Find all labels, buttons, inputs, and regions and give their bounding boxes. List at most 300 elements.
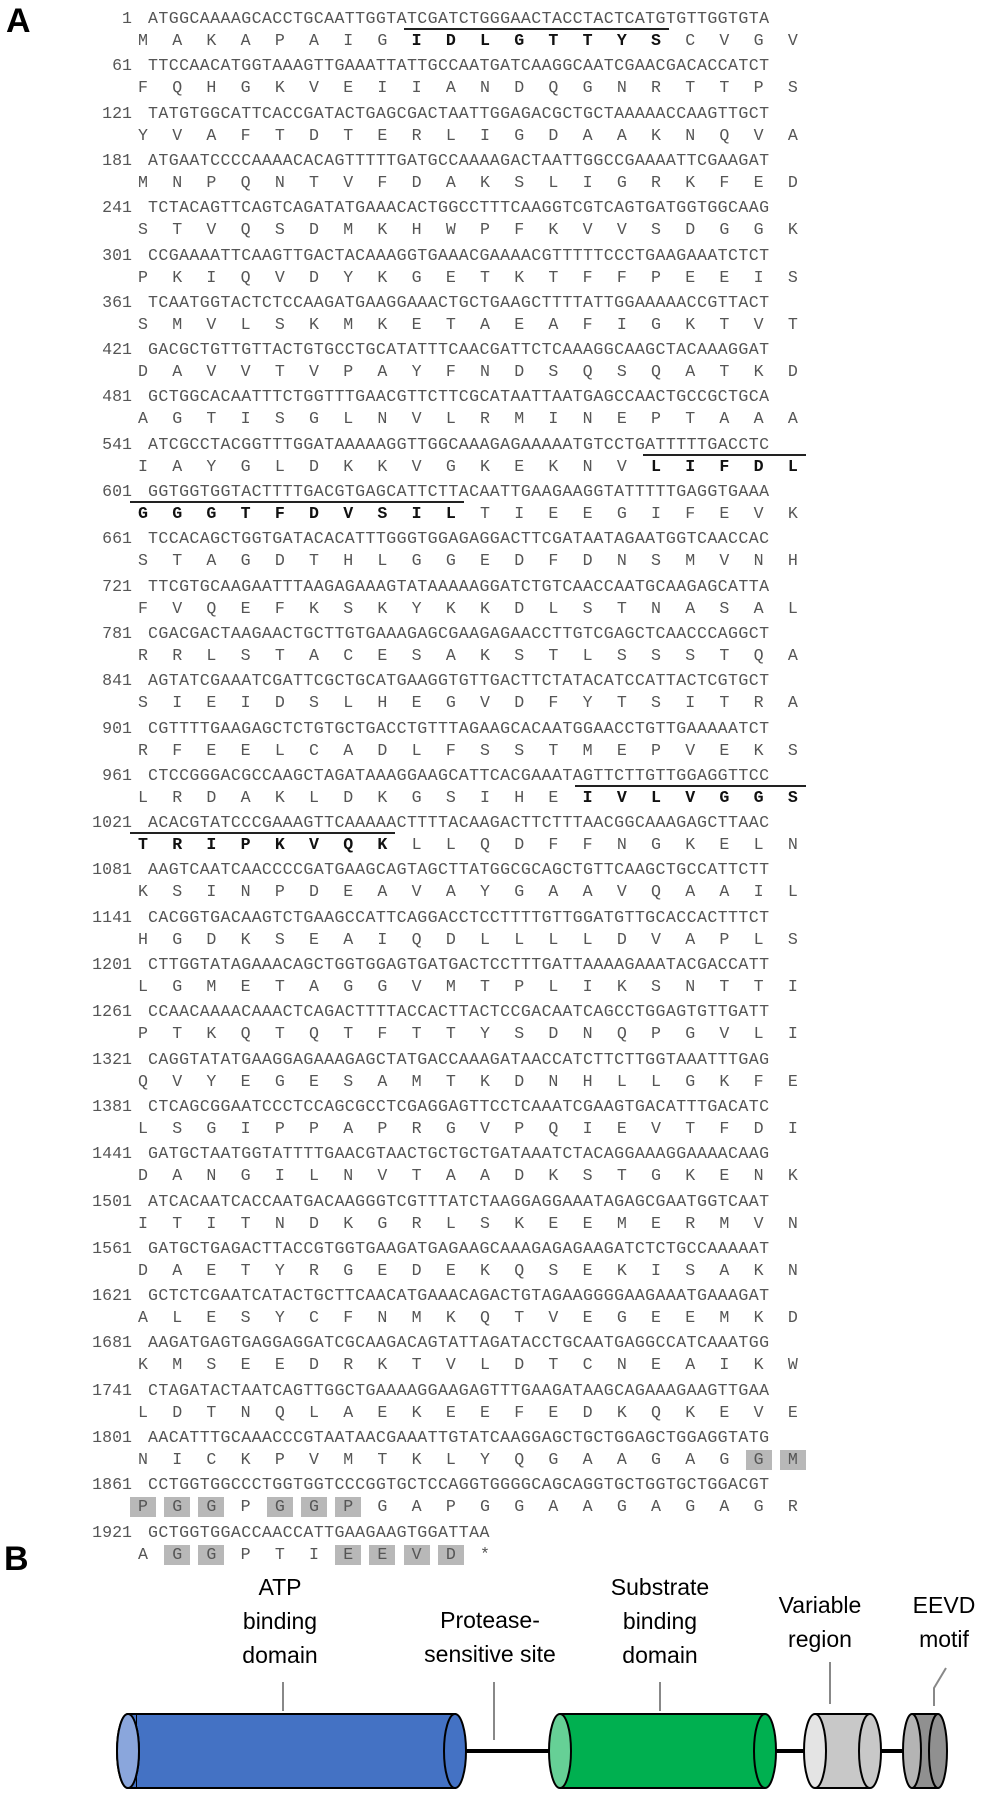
amino-acid: M (138, 31, 148, 50)
amino-acid: S (651, 693, 661, 713)
amino-acid: T (411, 1024, 422, 1044)
amino-acid: T (172, 1024, 183, 1044)
amino-acid: K (411, 1402, 422, 1422)
amino-acid: A (343, 740, 354, 760)
amino-acid: D (616, 929, 627, 949)
amino-acid: A (787, 125, 798, 145)
amino-acid: F (719, 1118, 730, 1138)
position-number: 1201 (92, 955, 132, 974)
amino-acid: F (616, 267, 627, 287)
amino-acid: M (582, 740, 593, 760)
dna-sequence: GACGCTGTTGTTACTGTGCCTGCATATTTCAACGATTCTCAAAGGCAAGCTACAAAGGAT (148, 340, 770, 360)
amino-acid: H (514, 787, 525, 807)
amino-acid: V (753, 504, 764, 523)
amino-acid: A (548, 314, 559, 334)
amino-acid: T (274, 1544, 285, 1564)
dna-sequence: CTAGATACTAATCAGTTGGCTGAAAAGGAAGAGTTTGAAGATAAGCAGAAAGAAGTTGAA (148, 1380, 770, 1400)
amino-acid: E (240, 977, 251, 996)
dna-sequence: CCAACAAAACAAACTCAGACTTTTACCACTTACTCCGACAATCAGCCTGGAGTGTTGATT (148, 1002, 770, 1022)
amino-acid: Q (343, 835, 354, 855)
amino-acid: W (787, 1355, 798, 1375)
amino-acid: A (685, 362, 696, 382)
amino-acid: L (274, 456, 285, 476)
amino-acid: L (514, 929, 525, 949)
amino-acid: E (309, 929, 319, 949)
amino-acid: V (616, 456, 627, 476)
amino-acid: K (787, 1166, 798, 1186)
amino-acid: D (274, 551, 285, 571)
motif-underline (575, 785, 806, 787)
amino-acid: E (719, 267, 730, 287)
amino-acid: G (172, 409, 183, 429)
amino-acid: E (274, 1355, 285, 1375)
amino-acid: T (548, 267, 559, 287)
amino-acid: S (377, 504, 388, 523)
amino-acid: A (548, 1497, 559, 1517)
amino-acid: T (548, 1355, 559, 1375)
amino-acid: E (309, 1071, 319, 1091)
amino-acid: L (753, 835, 764, 855)
amino-acid: A (480, 314, 490, 334)
amino-acid: E (787, 1071, 798, 1091)
amino-acid: T (240, 504, 251, 523)
amino-acid: V (616, 882, 627, 902)
dna-sequence: TCAATGGTACTCTCCAAGATGAAGGAAACTGCTGAAGCTTTTATTGGAAAAACCGTTACT (148, 292, 770, 312)
amino-acid: K (787, 504, 798, 523)
amino-acid: E (685, 1308, 696, 1328)
amino-acid: P (514, 1118, 525, 1138)
amino-acid: Q (240, 1024, 251, 1044)
amino-acid: V (719, 551, 730, 571)
amino-acid: E (206, 1308, 217, 1328)
position-number: 1621 (92, 1286, 132, 1306)
position-number: 301 (102, 245, 132, 265)
amino-acid: D (445, 929, 456, 949)
amino-acid: L (651, 787, 661, 807)
amino-acid: E (719, 1166, 730, 1186)
amino-acid: G (651, 1166, 661, 1186)
amino-acid: V (685, 787, 696, 807)
amino-acid: T (138, 835, 148, 855)
amino-acid: C (685, 31, 696, 50)
amino-acid: R (343, 1355, 354, 1375)
amino-acid: A (445, 172, 456, 192)
amino-acid: Y (411, 362, 422, 382)
amino-acid: P (651, 740, 661, 760)
amino-acid: P (480, 220, 490, 240)
amino-acid: K (377, 220, 388, 240)
amino-acid: P (719, 929, 730, 949)
amino-acid: D (206, 929, 217, 949)
amino-acid: A (582, 1497, 593, 1517)
amino-acid: A (309, 31, 319, 50)
amino-acid: G (685, 1071, 696, 1091)
amino-acid-row (0, 173, 992, 193)
amino-acid: V (719, 1024, 730, 1044)
amino-acid: Q (651, 1402, 661, 1422)
amino-acid: D (309, 220, 319, 240)
amino-acid: A (206, 551, 217, 571)
amino-acid: Y (582, 693, 593, 713)
amino-acid: T (377, 1450, 388, 1469)
amino-acid: N (377, 1308, 388, 1328)
amino-acid: E (480, 1402, 490, 1422)
amino-acid: S (343, 598, 354, 618)
amino-acid: V (719, 31, 730, 50)
amino-acid: L (787, 456, 798, 476)
amino-acid: Y (480, 882, 490, 902)
amino-acid: G (343, 977, 354, 996)
amino-acid: V (480, 1118, 490, 1138)
amino-acid: G (616, 1497, 627, 1517)
amino-acid: S (172, 882, 183, 902)
amino-acid: G (172, 929, 183, 949)
amino-acid: V (753, 1213, 764, 1233)
amino-acid: I (685, 693, 696, 713)
amino-acid: E (651, 1308, 661, 1328)
amino-acid: R (138, 740, 148, 760)
amino-acid: I (411, 31, 422, 50)
dna-sequence: TCCACAGCTGGTGATACACATTTGGGTGGAGAGGACTTCGATAATAGAATGGTCAACCAC (148, 529, 770, 549)
amino-acid: K (480, 172, 490, 192)
amino-acid: K (377, 314, 388, 334)
amino-acid: G (719, 1450, 730, 1469)
amino-acid: K (274, 78, 285, 98)
amino-acid: E (445, 1260, 456, 1280)
amino-acid: N (377, 409, 388, 429)
dna-sequence: ACACGTATCCCGAAAGTTCAAAAACTTTTACAAGACTTCTTTAACGGCAAAGAGCTTAAC (148, 813, 770, 833)
amino-acid: D (411, 1260, 422, 1280)
amino-acid: M (206, 977, 217, 996)
amino-acid: E (445, 1402, 456, 1422)
amino-acid: G (719, 220, 730, 240)
amino-acid-row (0, 835, 992, 855)
amino-acid: V (172, 125, 183, 145)
position-number: 1501 (92, 1191, 132, 1211)
amino-acid: R (138, 645, 148, 665)
amino-acid: M (411, 1071, 422, 1091)
amino-acid: P (377, 1118, 388, 1138)
amino-acid: A (309, 977, 319, 996)
amino-acid: K (685, 1166, 696, 1186)
amino-acid: G (685, 1497, 696, 1517)
amino-acid-row (0, 315, 992, 335)
amino-acid: D (514, 1166, 525, 1186)
amino-acid: L (548, 977, 559, 996)
amino-acid: G (411, 787, 422, 807)
amino-acid: D (411, 172, 422, 192)
amino-acid: V (309, 835, 319, 855)
amino-acid: V (404, 1545, 430, 1565)
amino-acid: A (719, 882, 730, 902)
amino-acid: L (548, 172, 559, 192)
position-number: 901 (102, 718, 132, 738)
amino-acid: V (240, 362, 251, 382)
amino-acid: D (309, 1355, 319, 1375)
amino-acid: G (514, 31, 525, 50)
amino-acid: F (719, 172, 730, 192)
position-number: 1 (122, 9, 132, 28)
amino-acid: T (685, 1118, 696, 1138)
position-number: 961 (102, 765, 132, 785)
amino-acid: R (651, 78, 661, 98)
amino-acid: K (753, 740, 764, 760)
amino-acid: G (651, 1450, 661, 1469)
cylinder-atp-binding-domain (117, 1714, 466, 1788)
amino-acid: K (274, 787, 285, 807)
amino-acid: E (369, 1545, 395, 1565)
amino-acid-row (0, 1166, 992, 1186)
dna-sequence: TCTACAGTTCAGTCAGATATGAAACACTGGCCTTTCAAGGTCGTCAGTGATGGTGGCAAG (148, 198, 770, 218)
amino-acid: K (616, 977, 627, 996)
amino-acid: S (240, 1308, 251, 1328)
amino-acid: K (309, 598, 319, 618)
amino-acid: G (240, 551, 251, 571)
amino-acid: S (787, 740, 798, 760)
amino-acid: L (343, 409, 354, 429)
amino-acid: V (753, 314, 764, 334)
amino-acid: A (685, 1450, 696, 1469)
amino-acid: N (582, 1024, 593, 1044)
amino-acid: L (787, 598, 798, 618)
amino-acid: H (206, 78, 217, 98)
amino-acid: M (343, 220, 354, 240)
amino-acid: L (411, 740, 422, 760)
amino-acid: A (138, 1544, 148, 1564)
amino-acid: R (411, 1118, 422, 1138)
amino-acid: G (206, 1118, 217, 1138)
amino-acid: K (138, 1355, 148, 1375)
amino-acid: L (753, 929, 764, 949)
amino-acid: F (274, 504, 285, 523)
amino-acid: Y (343, 267, 354, 287)
amino-acid-row (0, 1450, 992, 1470)
amino-acid: I (787, 977, 798, 996)
amino-acid: F (719, 456, 730, 476)
amino-acid: S (172, 1118, 183, 1138)
amino-acid: G (753, 787, 764, 807)
amino-acid: A (719, 1497, 730, 1517)
amino-acid: G (411, 267, 422, 287)
amino-acid: K (616, 1260, 627, 1280)
amino-acid: T (548, 31, 559, 50)
dna-sequence: CGTTTTGAAGAGCTCTGTGCTGACCTGTTTAGAAGCACAATGGAACCTGTTGAAAAATCT (148, 718, 770, 738)
amino-acid: Y (616, 31, 627, 50)
dna-sequence: CAGGTATATGAAGGAGAAAGAGCTATGACCAAAGATAACCATCTTCTTGGTAAATTTGAG (148, 1049, 770, 1069)
amino-acid: A (685, 882, 696, 902)
amino-acid: E (582, 1213, 593, 1233)
amino-acid: A (309, 645, 319, 665)
amino-acid: Q (514, 1260, 525, 1280)
amino-acid: K (377, 835, 388, 855)
amino-acid: S (138, 314, 148, 334)
amino-acid: H (377, 693, 388, 713)
amino-acid: T (445, 1071, 456, 1091)
amino-acid: Q (651, 882, 661, 902)
amino-acid: L (309, 1402, 319, 1422)
amino-acid: T (172, 1213, 183, 1233)
amino-acid: S (138, 551, 148, 571)
amino-acid: K (753, 1355, 764, 1375)
amino-acid: E (582, 504, 593, 523)
amino-acid: M (172, 1355, 183, 1375)
amino-acid: D (438, 1545, 464, 1565)
amino-acid: K (787, 220, 798, 240)
amino-acid: G (301, 1497, 327, 1517)
amino-acid: G (753, 1497, 764, 1517)
amino-acid: G (514, 125, 525, 145)
amino-acid: G (719, 787, 730, 807)
dna-sequence: TTCCAACATGGTAAAGTTGAAATTATTGCCAATGATCAAGGCAATCGAACGACACCATCT (148, 56, 770, 76)
amino-acid: Q (548, 78, 559, 98)
amino-acid: L (309, 787, 319, 807)
amino-acid: E (445, 267, 456, 287)
amino-acid: K (514, 1213, 525, 1233)
amino-acid: S (787, 267, 798, 287)
amino-acid: L (309, 1166, 319, 1186)
amino-acid: S (548, 362, 559, 382)
amino-acid: D (309, 456, 319, 476)
amino-acid: L (138, 1402, 148, 1422)
amino-acid-row (0, 1403, 992, 1423)
amino-acid: T (274, 125, 285, 145)
amino-acid: Y (480, 1024, 490, 1044)
amino-acid-row (0, 126, 992, 146)
amino-acid: L (616, 1071, 627, 1091)
amino-acid: T (480, 267, 490, 287)
amino-acid: M (343, 1450, 354, 1469)
amino-acid: D (548, 125, 559, 145)
amino-acid: G (445, 1118, 456, 1138)
amino-acid: I (240, 693, 251, 713)
amino-acid: L (206, 645, 217, 665)
amino-acid: M (138, 172, 148, 192)
amino-acid: T (719, 314, 730, 334)
amino-acid: T (616, 693, 627, 713)
amino-acid: K (309, 314, 319, 334)
dna-sequence: CCTGGTGGCCCTGGTGGTCCCGGTGCTCCAGGTGGGGCAGCAGGTGCTGGTGCTGGACGT (148, 1475, 770, 1495)
amino-acid: E (582, 1260, 593, 1280)
amino-acid: Q (411, 929, 422, 949)
amino-acid: Q (240, 267, 251, 287)
amino-acid: G (445, 551, 456, 571)
dna-sequence: GCTGGTGGACCAACCATTGAAGAAGTGGATTAA (148, 1522, 490, 1542)
amino-acid: Q (616, 1024, 627, 1044)
amino-acid: A (685, 929, 696, 949)
amino-acid: A (548, 882, 559, 902)
amino-acid: D (445, 31, 456, 50)
motif-underline (130, 501, 464, 503)
amino-acid: I (685, 456, 696, 476)
amino-acid: A (787, 645, 798, 665)
amino-acid: L (445, 125, 456, 145)
amino-acid: A (411, 1497, 422, 1517)
amino-acid: F (753, 1071, 764, 1091)
amino-acid: V (411, 882, 422, 902)
amino-acid: C (309, 1308, 319, 1328)
amino-acid: A (719, 1260, 730, 1280)
amino-acid: R (411, 125, 422, 145)
amino-acid: T (240, 1260, 251, 1280)
amino-acid: D (787, 172, 798, 192)
amino-acid: P (240, 1497, 251, 1517)
amino-acid-row (0, 1214, 992, 1234)
amino-acid: A (377, 362, 388, 382)
amino-acid-row (0, 1119, 992, 1139)
amino-acid: T (719, 645, 730, 665)
amino-acid: D (514, 693, 525, 713)
amino-acid: K (445, 598, 456, 618)
amino-acid: G (616, 504, 627, 523)
amino-acid: E (206, 740, 217, 760)
amino-acid: K (753, 362, 764, 382)
amino-acid: L (445, 835, 456, 855)
amino-acid: F (514, 1402, 525, 1422)
amino-acid: E (377, 125, 388, 145)
amino-acid: E (719, 740, 730, 760)
amino-acid: R (172, 787, 183, 807)
amino-acid: D (206, 787, 217, 807)
amino-acid: F (240, 125, 251, 145)
amino-acid: E (719, 504, 730, 523)
amino-acid: D (309, 125, 319, 145)
amino-acid: I (651, 504, 661, 523)
amino-acid: A (616, 1450, 627, 1469)
amino-acid: K (685, 172, 696, 192)
amino-acid: A (240, 31, 251, 50)
amino-acid: K (274, 835, 285, 855)
dna-sequence: GATGCTGAGACTTACCGTGGTGAAGATGAGAAGCAAAGAGAGAAGATCTCTGCCAAAAAT (148, 1238, 770, 1258)
amino-acid: F (377, 172, 388, 192)
position-number: 181 (102, 150, 132, 170)
amino-acid-row (0, 409, 992, 429)
amino-acid: A (172, 362, 183, 382)
amino-acid: L (274, 740, 285, 760)
amino-acid: I (172, 1450, 183, 1469)
amino-acid: F (582, 314, 593, 334)
amino-acid: G (411, 551, 422, 571)
amino-acid: E (616, 409, 627, 429)
amino-acid: V (616, 787, 627, 807)
amino-acid: D (309, 267, 319, 287)
amino-acid: L (411, 835, 422, 855)
amino-acid: S (411, 645, 422, 665)
amino-acid: S (787, 929, 798, 949)
amino-acid: A (240, 787, 251, 807)
amino-acid: S (138, 693, 148, 713)
amino-acid: K (172, 267, 183, 287)
amino-acid: P (240, 1544, 251, 1564)
amino-acid: L (240, 314, 251, 334)
amino-acid: G (480, 1497, 490, 1517)
amino-acid: N (753, 551, 764, 571)
amino-acid: G (172, 504, 183, 523)
amino-acid-row (0, 31, 992, 51)
dna-sequence: CTCAGCGGAATCCCTCCAGCGCCTCGAGGAGTTCCTCAAATCGAAGTGACATTTGACATC (148, 1096, 770, 1116)
dna-sequence: AAGATGAGTGAGGAGGATCGCAAGACAGTATTAGATACCTGCAATGAGGCCATCAAATGG (148, 1333, 770, 1353)
amino-acid: I (343, 31, 354, 50)
amino-acid: Y (206, 1071, 217, 1091)
amino-acid: E (240, 740, 251, 760)
amino-acid: D (309, 1213, 319, 1233)
amino-acid: C (206, 1450, 217, 1469)
amino-acid: M (719, 1308, 730, 1328)
amino-acid: L (480, 1355, 490, 1375)
amino-acid: M (780, 1450, 806, 1470)
amino-acid: E (548, 1402, 559, 1422)
amino-acid: A (377, 882, 388, 902)
amino-acid: N (616, 78, 627, 98)
